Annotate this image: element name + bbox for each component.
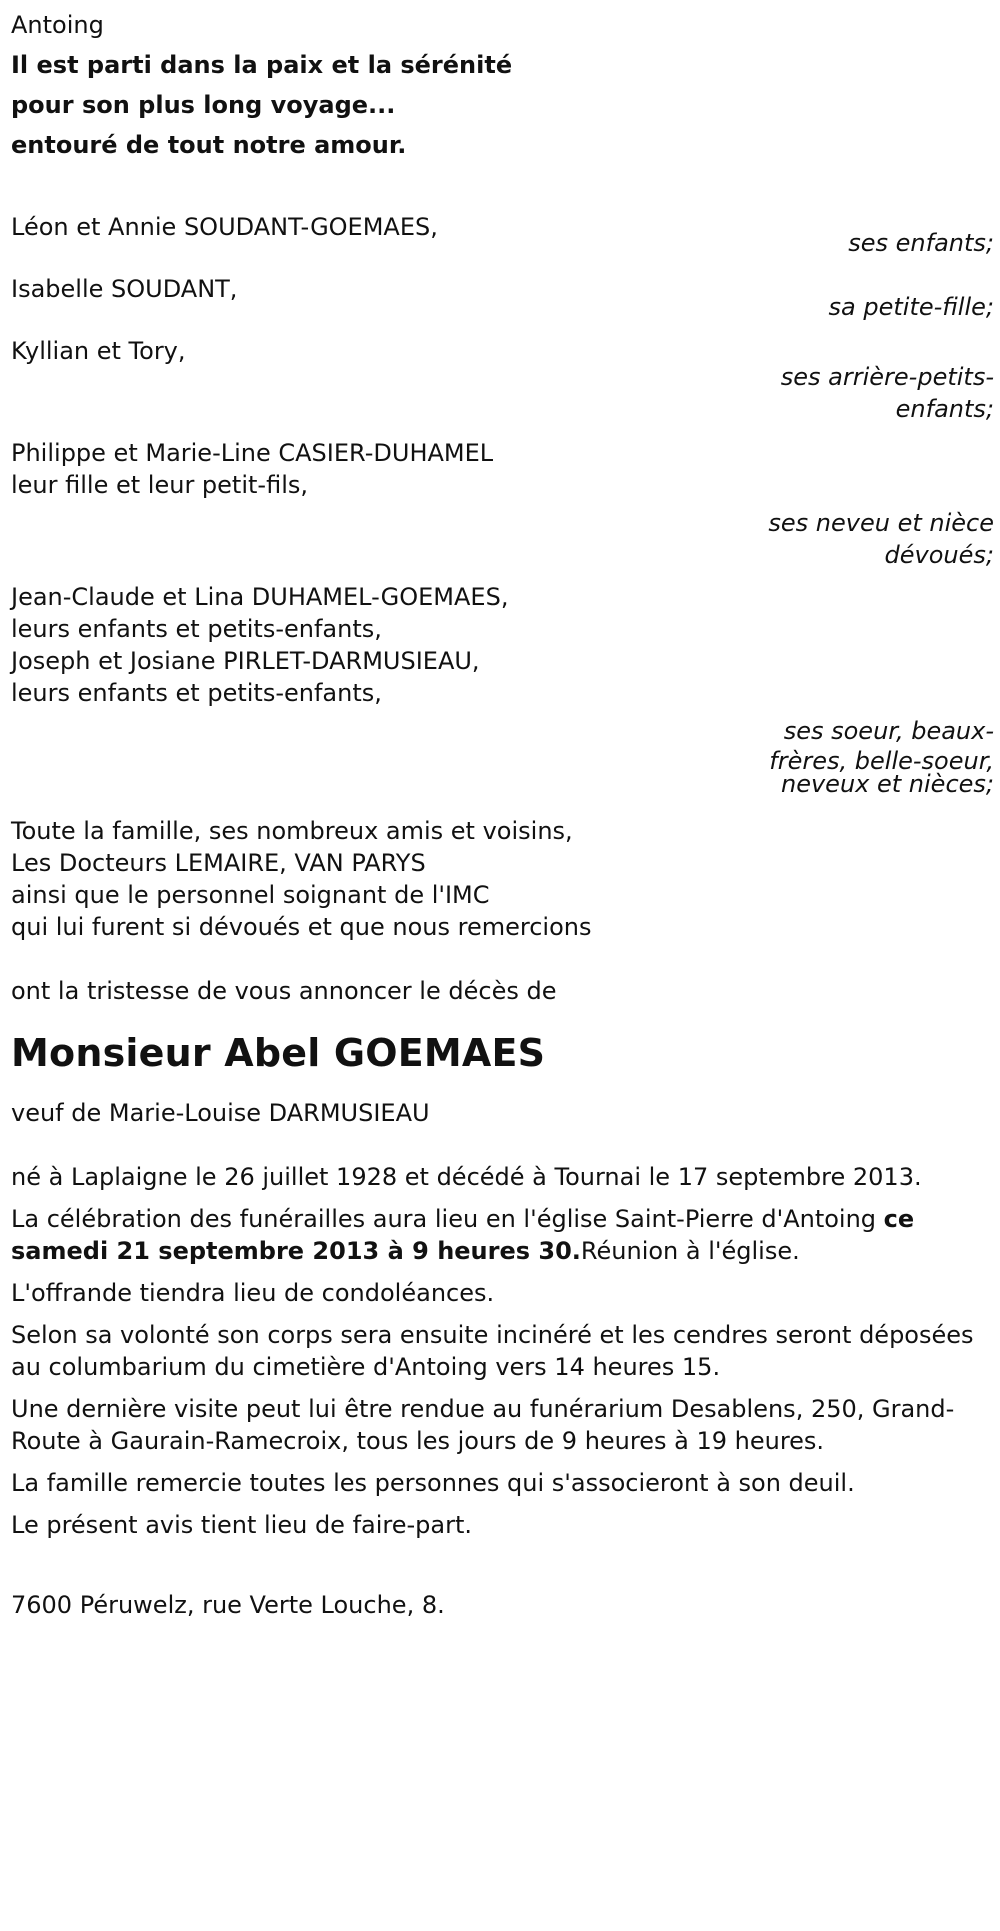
relationship-label: dévoués; — [884, 541, 994, 569]
poem-line: Il est parti dans la paix et la sérénité — [11, 51, 513, 79]
birth-death: né à Laplaigne le 26 juillet 1928 et décédé à Tournai le 17 septembre 2013. — [11, 1163, 922, 1191]
relationship-label: ses soeur, beaux- — [783, 717, 994, 745]
visit-info: Une dernière visite peut lui être rendue au funérarium Desablens, 250, Grand-Route à Gaurain-Ramecroix, tous les jours de 9 heures à 19 heures. — [11, 1395, 955, 1455]
poem — [11, 45, 996, 165]
family-member: Joseph et Josiane PIRLET-DARMUSIEAU, — [11, 647, 480, 675]
others-line: ainsi que le personnel soignant de l'IMC — [11, 881, 490, 909]
family-list — [11, 207, 996, 798]
others-list — [11, 815, 996, 943]
others-line: qui lui furent si dévoués et que nous remercions — [11, 913, 592, 941]
others-line: Toute la famille, ses nombreux amis et voisins, — [11, 817, 573, 845]
family-member: Isabelle SOUDANT, — [11, 275, 238, 303]
family-member: leur fille et leur petit-fils, — [11, 471, 308, 499]
thanks: La famille remercie toutes les personnes qui s'associeront à son deuil. — [11, 1469, 855, 1497]
notice: Le présent avis tient lieu de faire-part. — [11, 1511, 473, 1539]
family-member: Jean-Claude et Lina DUHAMEL-GOEMAES, — [11, 583, 509, 611]
deceased-name: Monsieur Abel GOEMAES — [11, 1031, 546, 1075]
relationship-label: enfants; — [895, 395, 994, 423]
relationship-label: ses enfants; — [848, 229, 994, 257]
family-member: Kyllian et Tory, — [11, 337, 186, 365]
relationship-label: sa petite-fille; — [828, 293, 994, 321]
relationship-label: ses arrière-petits- — [780, 363, 994, 391]
family-member: Philippe et Marie-Line CASIER-DUHAMEL — [11, 439, 494, 467]
funeral-info — [11, 1203, 996, 1267]
family-member: Léon et Annie SOUDANT-GOEMAES, — [11, 213, 438, 241]
others-line: Les Docteurs LEMAIRE, VAN PARYS — [11, 849, 426, 877]
widower-of: veuf de Marie-Louise DARMUSIEAU — [11, 1099, 430, 1127]
funeral-intro: La célébration des funérailles aura lieu en l'église Saint-Pierre d'Antoing — [11, 1205, 884, 1233]
family-member: leurs enfants et petits-enfants, — [11, 615, 382, 643]
announcement: ont la tristesse de vous annoncer le décès de — [11, 977, 557, 1005]
location: Antoing — [11, 11, 104, 39]
address: 7600 Péruwelz, rue Verte Louche, 8. — [11, 1591, 445, 1619]
cremation: Selon sa volonté son corps sera ensuite incinéré et les cendres seront déposées au columbarium du cimetière d'Antoing vers 14 heures 15. — [11, 1321, 974, 1381]
family-member: leurs enfants et petits-enfants, — [11, 679, 382, 707]
relationship-label: neveux et nièces; — [781, 770, 994, 798]
poem-line: pour son plus long voyage... — [11, 91, 396, 119]
relationship-label: frères, belle-soeur, — [769, 747, 994, 775]
funeral-meeting: Réunion à l'église. — [580, 1237, 800, 1265]
poem-line: entouré de tout notre amour. — [11, 131, 407, 159]
obituary-notice — [11, 5, 996, 1621]
funeral-date: ce samedi 21 septembre 2013 à 9 heures 30. — [11, 1205, 915, 1265]
relationship-label: ses neveu et nièce — [768, 509, 994, 537]
offering: L'offrande tiendra lieu de condoléances. — [11, 1279, 495, 1307]
